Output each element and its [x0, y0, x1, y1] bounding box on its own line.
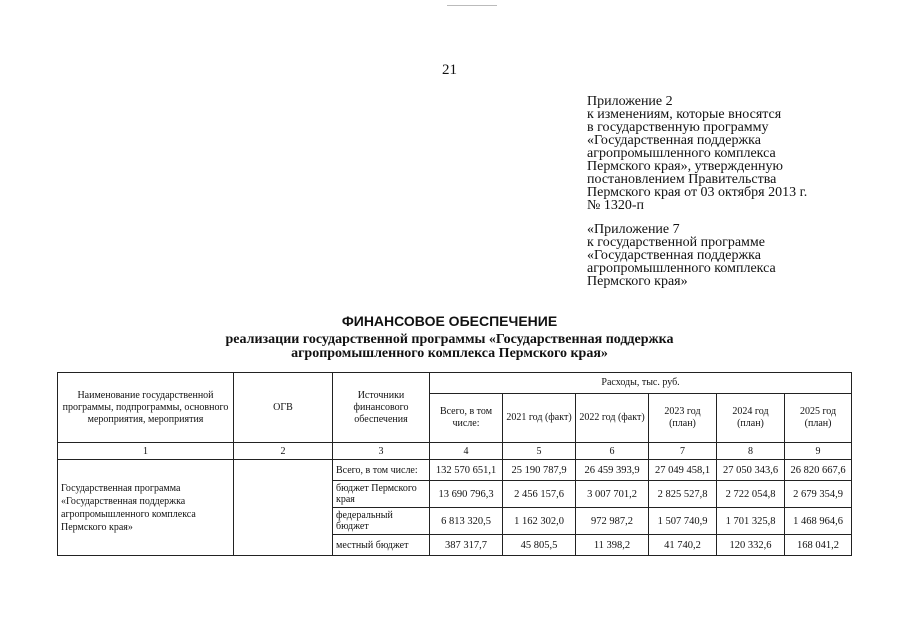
value-cell: 2 825 527,8	[649, 481, 717, 508]
table-row	[58, 460, 852, 481]
value-cell: 1 507 740,9	[649, 508, 717, 535]
header-year-2021: 2021 год (факт)	[503, 394, 576, 443]
top-edge-rule	[447, 5, 497, 6]
appendix-2-line: в государственную программу	[587, 120, 769, 135]
column-number: 5	[503, 443, 576, 460]
value-cell: 6 813 320,5	[430, 508, 503, 535]
page-number: 21	[442, 62, 457, 78]
appendix-7-line: «Приложение 7	[587, 222, 680, 237]
value-cell: 132 570 651,1	[430, 460, 503, 481]
header-sources: Источники финансового обеспечения	[333, 373, 430, 443]
source-cell: местный бюджет	[333, 535, 430, 556]
column-number-row	[58, 443, 852, 460]
column-number: 7	[649, 443, 717, 460]
value-cell: 1 468 964,6	[785, 508, 852, 535]
value-cell: 3 007 701,2	[576, 481, 649, 508]
source-cell: бюджет Пермского края	[333, 481, 430, 508]
column-number: 3	[333, 443, 430, 460]
value-cell: 2 722 054,8	[717, 481, 785, 508]
column-number: 6	[576, 443, 649, 460]
document-title: ФИНАНСОВОЕ ОБЕСПЕЧЕНИЕ	[341, 313, 558, 329]
value-cell: 120 332,6	[717, 535, 785, 556]
appendix-2-line: агропромышленного комплекса	[587, 146, 776, 161]
value-cell: 2 679 354,9	[785, 481, 852, 508]
value-cell: 27 050 343,6	[717, 460, 785, 481]
appendix-2-line: «Государственная поддержка	[587, 133, 761, 148]
appendix-7-line: «Государственная поддержка	[587, 248, 761, 263]
header-total: Всего, в том числе:	[430, 394, 503, 443]
value-cell: 972 987,2	[576, 508, 649, 535]
value-cell: 387 317,7	[430, 535, 503, 556]
appendix-7-header	[587, 223, 877, 288]
program-name-cell: Государственная программа «Государственная поддержка агропромышленного комплекса Пермского края»	[58, 460, 234, 556]
header-year-2023: 2023 год (план)	[649, 394, 717, 443]
appendix-2-line: к изменениям, которые вносятся	[587, 107, 782, 122]
document-subtitle	[0, 333, 899, 361]
appendix-7-line: агропромышленного комплекса	[587, 261, 776, 276]
value-cell: 11 398,2	[576, 535, 649, 556]
header-ogv: ОГВ	[234, 373, 333, 443]
value-cell: 26 459 393,9	[576, 460, 649, 481]
source-cell: Всего, в том числе:	[333, 460, 430, 481]
header-year-2022: 2022 год (факт)	[576, 394, 649, 443]
appendix-2-line: Пермского края от 03 октября 2013 г.	[587, 185, 808, 200]
subtitle-line: реализации государственной программы «Государственная поддержка	[225, 332, 674, 347]
appendix-7-line: к государственной программе	[587, 235, 765, 250]
column-number: 1	[58, 443, 234, 460]
value-cell: 2 456 157,6	[503, 481, 576, 508]
header-expenses: Расходы, тыс. руб.	[430, 373, 852, 394]
column-number: 8	[717, 443, 785, 460]
value-cell: 27 049 458,1	[649, 460, 717, 481]
source-cell: федеральный бюджет	[333, 508, 430, 535]
value-cell: 45 805,5	[503, 535, 576, 556]
column-number: 9	[785, 443, 852, 460]
appendix-2-line: Пермского края», утвержденную	[587, 159, 783, 174]
header-year-2025: 2025 год (план)	[785, 394, 852, 443]
value-cell: 25 190 787,9	[503, 460, 576, 481]
appendix-2-line: постановлением Правительства	[587, 172, 777, 187]
column-number: 4	[430, 443, 503, 460]
value-cell: 13 690 796,3	[430, 481, 503, 508]
header-name: Наименование государственной программы, подпрограммы, основного мероприятия, мероприятия	[58, 373, 234, 443]
header-year-2024: 2024 год (план)	[717, 394, 785, 443]
value-cell: 168 041,2	[785, 535, 852, 556]
value-cell: 41 740,2	[649, 535, 717, 556]
financing-table	[57, 372, 852, 556]
appendix-2-line: Приложение 2	[587, 94, 673, 109]
value-cell: 26 820 667,6	[785, 460, 852, 481]
subtitle-line: агропромышленного комплекса Пермского края»	[291, 346, 608, 361]
appendix-7-line: Пермского края»	[587, 274, 688, 289]
value-cell: 1 162 302,0	[503, 508, 576, 535]
appendix-2-header	[587, 95, 877, 212]
appendix-2-line: № 1320-п	[587, 198, 645, 213]
value-cell: 1 701 325,8	[717, 508, 785, 535]
ogv-cell	[234, 460, 333, 556]
column-number: 2	[234, 443, 333, 460]
